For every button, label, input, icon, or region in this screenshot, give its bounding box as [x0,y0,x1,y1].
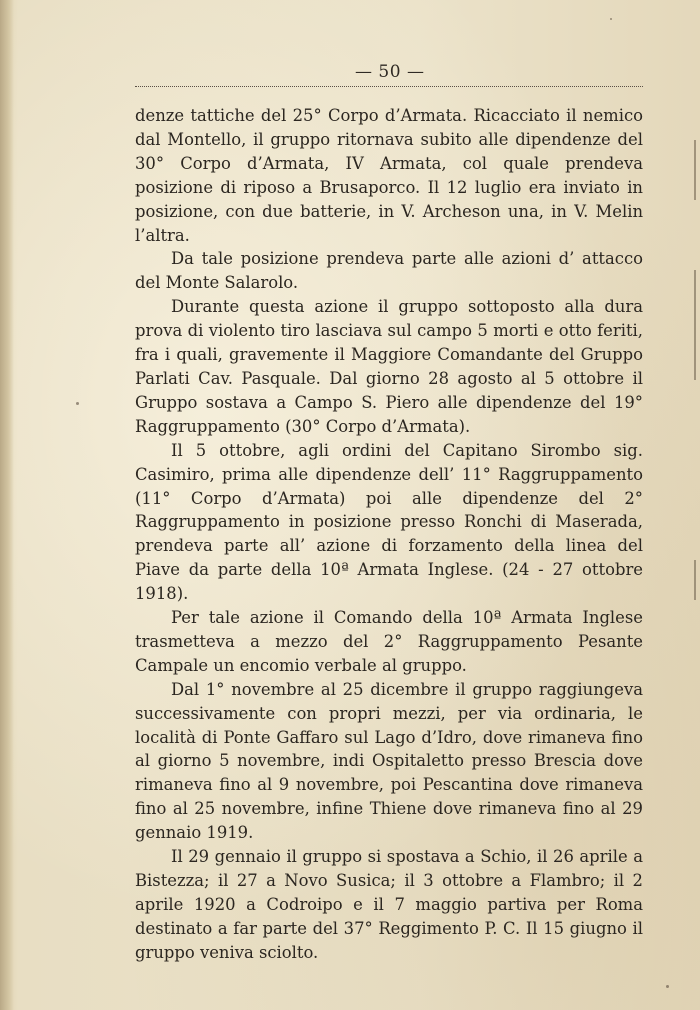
page-spine-shadow [0,0,14,1010]
paragraph: denze tattiche del 25° Corpo d’Armata. Ricacciato il nemico dal Montello, il gruppo ritornava subito alle dipendenze del 30° Corpo d’Armata, IV Armata, col quale prendeva posizione di riposo a Brusaporco. Il 12 luglio era inviato in posizione, con due batterie, in V. Archeson una, in V. Melin l’altra. [135,106,643,245]
page-edge-mark [694,560,696,600]
paragraph: Dal 1° novembre al 25 dicembre il gruppo raggiungeva successivamente con propri mezzi, per via ordinaria, le località di Ponte Gaffaro sul Lago d’Idro, dove rimaneva fino al giorno 5 novembre, indi Ospitaletto presso Brescia dove rimaneva fino al 9 novembre, poi Pescantina dove rimaneva fino al 25 novembre, infine Thiene dove rimaneva fino al 29 gennaio 1919. [135,679,643,843]
paragraph: Il 5 ottobre, agli ordini del Capitano Sirombo sig. Casimiro, prima alle dipendenze dell’ 11° Raggruppamento (11° Corpo d’Armata) poi alle dipendenze del 2° Raggruppamento in posizione presso Ronchi di Maserada, prendeva parte all’ azione di forzamento della linea del Piave da parte della 10ª Armata Inglese. (24 - 27 ottobre 1918). [135,440,643,604]
page-number: — 50 — [355,62,425,82]
paper-speck [666,985,669,988]
page-edge-mark [694,140,696,200]
paragraph: Per tale azione il Comando della 10ª Armata Inglese trasmetteva a mezzo del 2° Raggruppamento Pesante Campale un encomio verbale al gruppo. [135,608,643,675]
page-header [135,58,643,88]
paper-speck [610,18,612,20]
header-dotted-rule [135,86,643,87]
paragraph: Durante questa azione il gruppo sottoposto alla dura prova di violento tiro lasciava sul campo 5 morti e otto feriti, fra i quali, gravemente il Maggiore Comandante del Gruppo Parlati Cav. Pasquale. Dal giorno 28 agosto al 5 ottobre il Gruppo sostava a Campo S. Piero alle dipendenze del 19° Raggruppamento (30° Corpo d’Armata). [135,297,643,436]
paragraph: Da tale posizione prendeva parte alle azioni d’ attacco del Monte Salarolo. [135,249,643,293]
paper-speck [76,402,79,405]
body-text [135,104,643,965]
page-edge-mark [694,270,696,380]
paragraph: Il 29 gennaio il gruppo si spostava a Schio, il 26 aprile a Bistezza; il 27 a Novo Susica; il 3 ottobre a Flambro; il 2 aprile 1920 a Codroipo e il 7 maggio partiva per Roma destinato a far parte del 37° Reggimento P. C. Il 15 giugno il gruppo veniva sciolto. [135,847,643,962]
